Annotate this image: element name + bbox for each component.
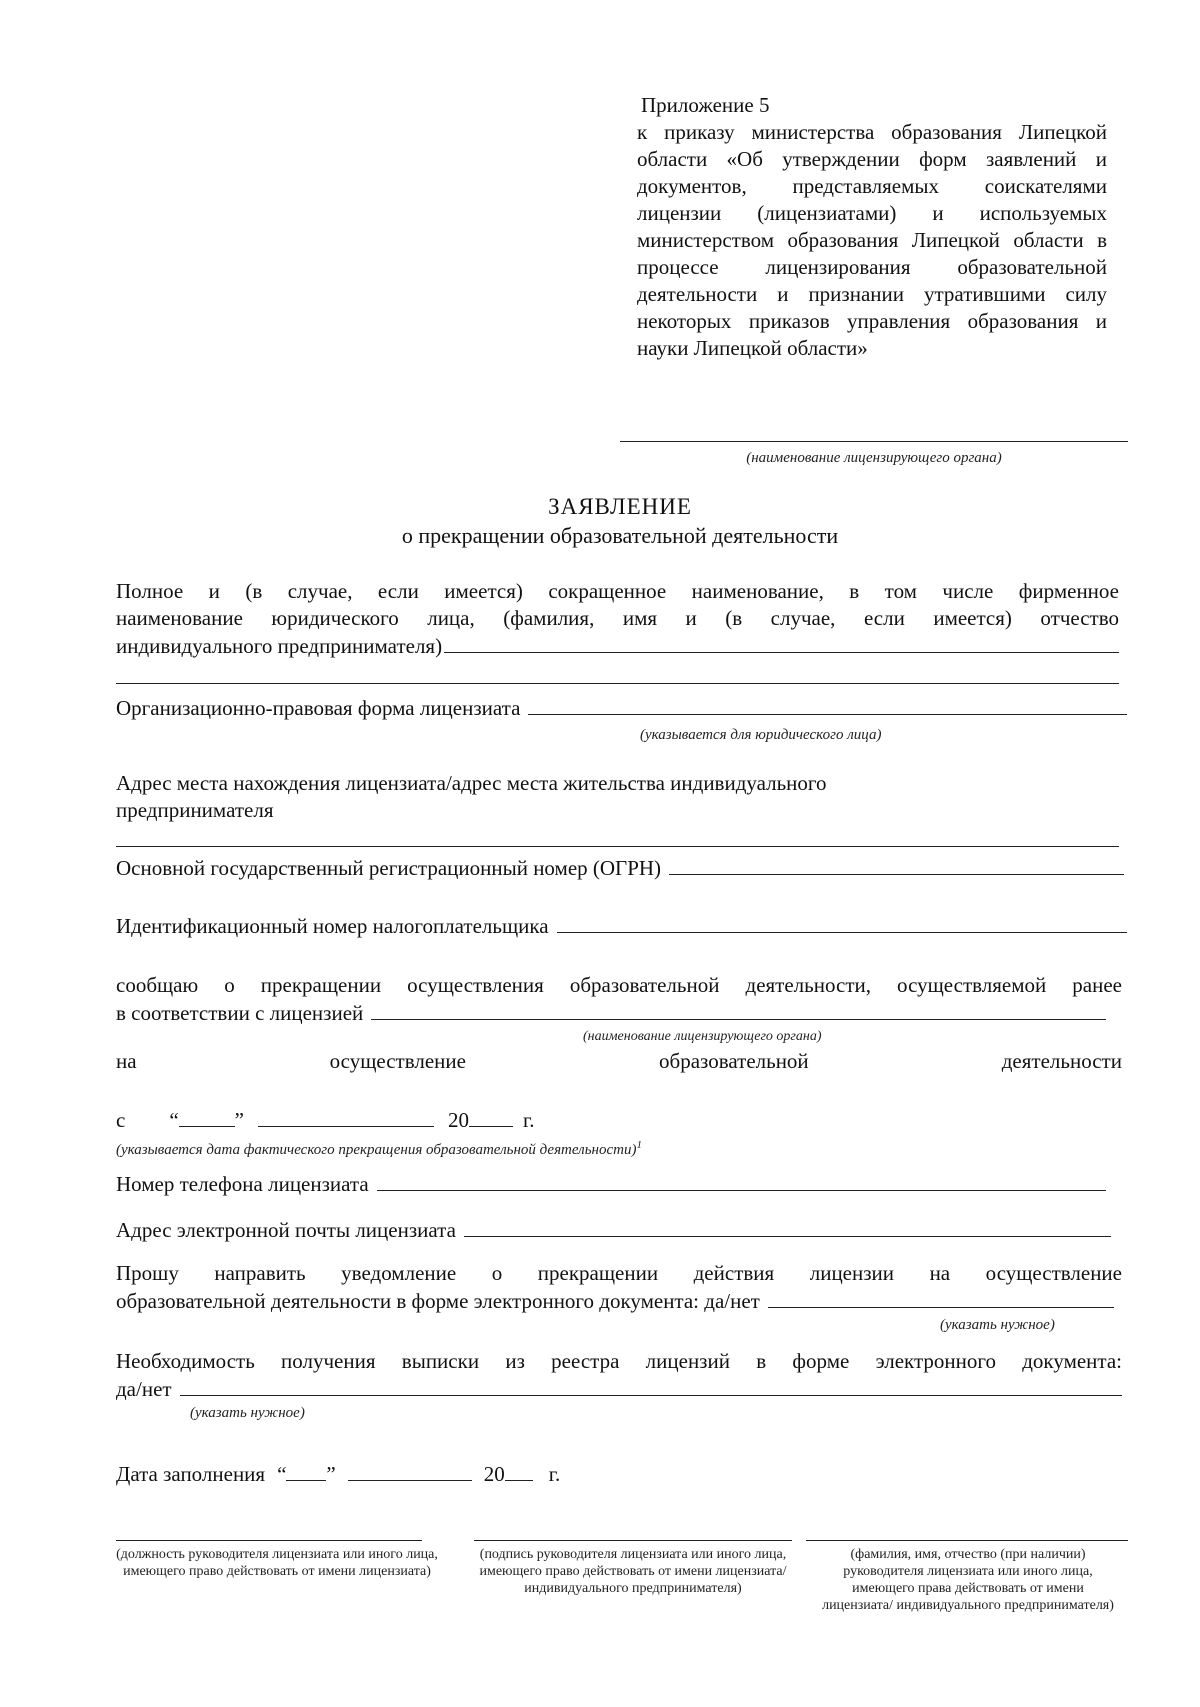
fullname-caption: (фамилия, имя, отчество (при наличии) руководителя лицензиата или иного лица, имеющего права действовать от имени лицензиата/ индивидуального предпринимателя) <box>822 1547 1114 1613</box>
email-field[interactable] <box>464 1216 1111 1237</box>
extract-line-2: да/нет <box>116 1377 172 1401</box>
notice-line-1: сообщаю о прекращении осуществления образовательной деятельности, осуществляемой ранее <box>116 973 1122 997</box>
email-row <box>116 1216 1111 1244</box>
org-form-label: Организационно-правовая форма лицензиата <box>116 696 521 720</box>
inn-row <box>116 912 1127 940</box>
ogrn-label: Основной государственный регистрационный номер (ОГРН) <box>116 856 662 880</box>
license-authority-field[interactable] <box>371 999 1106 1020</box>
inn-field[interactable] <box>557 912 1127 933</box>
appendix-line-6: процессе лицензирования образовательной <box>637 255 1107 279</box>
fill-date-quote-close: ” <box>326 1462 336 1486</box>
address-field[interactable] <box>116 846 1119 847</box>
termination-month-field[interactable] <box>258 1106 434 1127</box>
appendix-block <box>637 92 1107 362</box>
notice-line-3 <box>116 1048 1122 1075</box>
document-subtitle: о прекращении образовательной деятельности <box>401 523 839 548</box>
org-form-field[interactable] <box>528 694 1127 715</box>
date-year-suffix: г. <box>522 1108 535 1132</box>
date-century: 20 <box>447 1108 469 1132</box>
document-title: ЗАЯВЛЕНИЕ <box>548 494 692 519</box>
email-label: Адрес электронной почты лицензиата <box>116 1218 456 1242</box>
fill-date-row <box>116 1460 560 1488</box>
notify-field[interactable] <box>768 1287 1114 1308</box>
address-line-2: предпринимателя <box>116 798 274 822</box>
date-quote-close: ” <box>234 1108 244 1132</box>
notice-caption: (наименование лицензирующего органа) <box>583 1029 822 1044</box>
termination-day-field[interactable] <box>179 1106 235 1127</box>
appendix-line-8: некоторых приказов управления образования и <box>637 309 1107 333</box>
notice-word-1: на <box>116 1049 137 1073</box>
fullname-line[interactable] <box>806 1540 1128 1541</box>
address-block <box>116 770 827 824</box>
termination-date-row <box>116 1106 534 1134</box>
inn-label: Идентификационный номер налогоплательщика <box>116 914 549 938</box>
termination-year-field[interactable] <box>469 1106 513 1127</box>
ogrn-row <box>116 854 1124 882</box>
fill-date-century: 20 <box>483 1462 505 1486</box>
authority-caption: (наименование лицензирующего органа) <box>746 450 1002 466</box>
extract-row-2 <box>116 1375 1122 1403</box>
fill-date-label: Дата заполнения <box>116 1462 266 1486</box>
signature-caption: (подпись руководителя лицензиата или иного лица, имеющего право действовать от имени лицензиата/ индивидуального предпринимателя) <box>479 1547 787 1596</box>
notice-line-2: в соответствии с лицензией <box>116 1001 364 1025</box>
position-caption: (должность руководителя лицензиата или иного лица, имеющего право действовать от имени лицензиата) <box>116 1547 438 1579</box>
notice-word-2: осуществление <box>329 1049 466 1073</box>
fill-year-field[interactable] <box>505 1460 533 1481</box>
full-name-block <box>116 578 1119 660</box>
fill-month-field[interactable] <box>348 1460 472 1481</box>
extract-field[interactable] <box>180 1375 1122 1396</box>
phone-label: Номер телефона лицензиата <box>116 1172 369 1196</box>
notice-word-3: образовательной <box>659 1049 809 1073</box>
full-name-field[interactable] <box>444 632 1119 653</box>
appendix-line-4: лицензии (лицензиатами) и используемых <box>637 201 1107 225</box>
notice-row-2 <box>116 999 1106 1027</box>
notify-caption: (указать нужное) <box>940 1317 1055 1333</box>
appendix-line-9: науки Липецкой области» <box>637 336 868 360</box>
position-line[interactable] <box>116 1540 422 1541</box>
phone-field[interactable] <box>377 1170 1106 1191</box>
notify-line-2: образовательной деятельности в форме электронного документа: да/нет <box>116 1289 760 1313</box>
notify-line-1: Прошу направить уведомление о прекращении действия лицензии на осуществление <box>116 1261 1122 1285</box>
phone-row <box>116 1170 1106 1198</box>
fill-date-year-suffix: г. <box>548 1462 561 1486</box>
ogrn-field[interactable] <box>669 854 1124 875</box>
termination-date-caption <box>116 1136 642 1159</box>
appendix-line-3: документов, представляемых соискателями <box>637 174 1107 198</box>
footnote-mark: 1 <box>636 1139 642 1151</box>
extract-caption: (указать нужное) <box>190 1405 305 1421</box>
appendix-line-1: к приказу министерства образования Липецкой <box>637 120 1107 144</box>
appendix-title: Приложение 5 <box>641 93 770 117</box>
appendix-line-7: деятельности и признании утратившими силу <box>637 282 1107 306</box>
notify-row-2 <box>116 1287 1114 1315</box>
termination-date-caption-text: (указывается дата фактического прекращения образовательной деятельности) <box>116 1142 637 1158</box>
fill-date-quote-open: “ <box>277 1462 287 1486</box>
org-form-row <box>116 694 1127 722</box>
signature-line[interactable] <box>474 1540 792 1541</box>
fill-day-field[interactable] <box>286 1460 326 1481</box>
authority-line <box>620 441 1128 442</box>
full-name-line-2: наименование юридического лица, (фамилия, имя и (в случае, если имеется) отчество <box>116 606 1119 630</box>
full-name-line-1: Полное и (в случае, если имеется) сокращенное наименование, в том числе фирменное <box>116 579 1119 603</box>
date-from: с <box>116 1108 126 1132</box>
org-form-caption: (указывается для юридического лица) <box>640 727 882 743</box>
extract-line-1: Необходимость получения выписки из реестра лицензий в форме электронного документа: <box>116 1349 1122 1373</box>
appendix-line-2: области «Об утверждении форм заявлений и <box>637 147 1107 171</box>
appendix-line-5: министерством образования Липецкой области в <box>637 228 1107 252</box>
date-quote-open: “ <box>169 1108 179 1132</box>
notice-word-4: деятельности <box>1001 1049 1122 1073</box>
address-line-1: Адрес места нахождения лицензиата/адрес места жительства индивидуального <box>116 771 827 795</box>
full-name-field-extra-line[interactable] <box>116 683 1119 684</box>
full-name-line-3: индивидуального предпринимателя) <box>116 634 443 658</box>
